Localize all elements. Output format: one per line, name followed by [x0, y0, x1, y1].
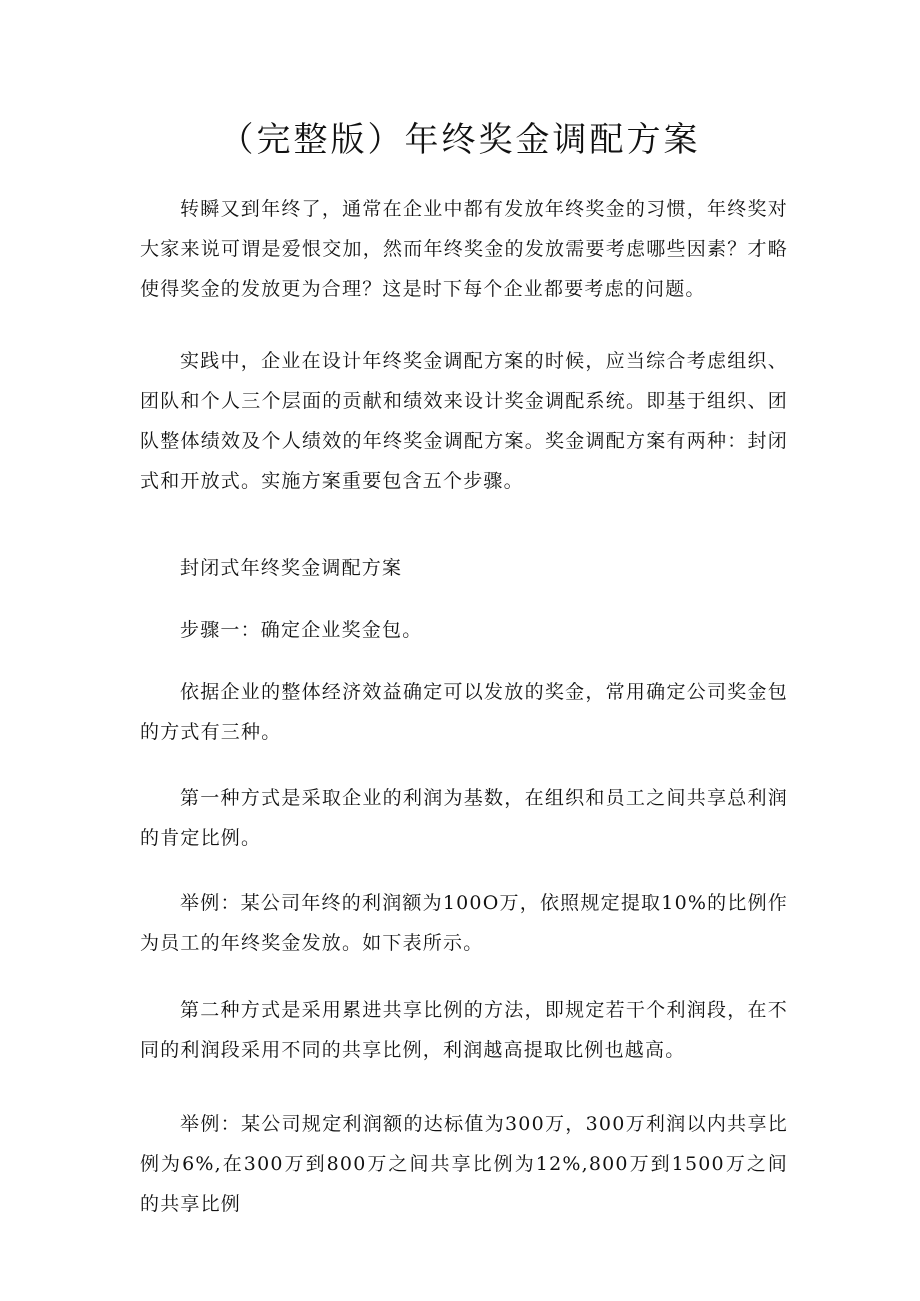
paragraph-example-one: 举例：某公司年终的利润额为100O万，依照规定提取10%的比例作为员工的年终奖金发放。如下表所示。: [140, 892, 788, 954]
section-heading-closed: 封闭式年终奖金调配方案: [180, 557, 403, 579]
paragraph-basis: 依据企业的整体经济效益确定可以发放的奖金，常用确定公司奖金包的方式有三种。: [140, 681, 788, 743]
step-one-heading: 步骤一：确定企业奖金包。: [180, 619, 423, 641]
paragraph-method-one: 第一种方式是采取企业的利润为基数，在组织和员工之间共享总利润的肯定比例。: [140, 787, 788, 849]
paragraph-practice: 实践中，企业在设计年终奖金调配方案的时候，应当综合考虑组织、团队和个人三个层面的贡献和绩效来设计奖金调配系统。即基于组织、团队整体绩效及个人绩效的年终奖金调配方案。奖金调配方案有两种：封闭式和开放式。实施方案重要包含五个步骤。: [140, 350, 788, 492]
document-title: （完整版）年终奖金调配方案: [219, 120, 701, 160]
paragraph-method-two: 第二种方式是采用累进共享比例的方法，即规定若干个利润段，在不同的利润段采用不同的共享比例，利润越高提取比例也越高。: [140, 999, 788, 1061]
paragraph-example-two: 举例：某公司规定利润额的达标值为300万，300万利润以内共享比例为6%,在300万到800万之间共享比例为12%,800万到1500万之间的共享比例: [140, 1113, 788, 1215]
paragraph-intro: 转瞬又到年终了，通常在企业中都有发放年终奖金的习惯，年终奖对大家来说可谓是爱恨交加，然而年终奖金的发放需要考虑哪些因素？才略使得奖金的发放更为合理？这是时下每个企业都要考虑的问题。: [140, 198, 788, 300]
